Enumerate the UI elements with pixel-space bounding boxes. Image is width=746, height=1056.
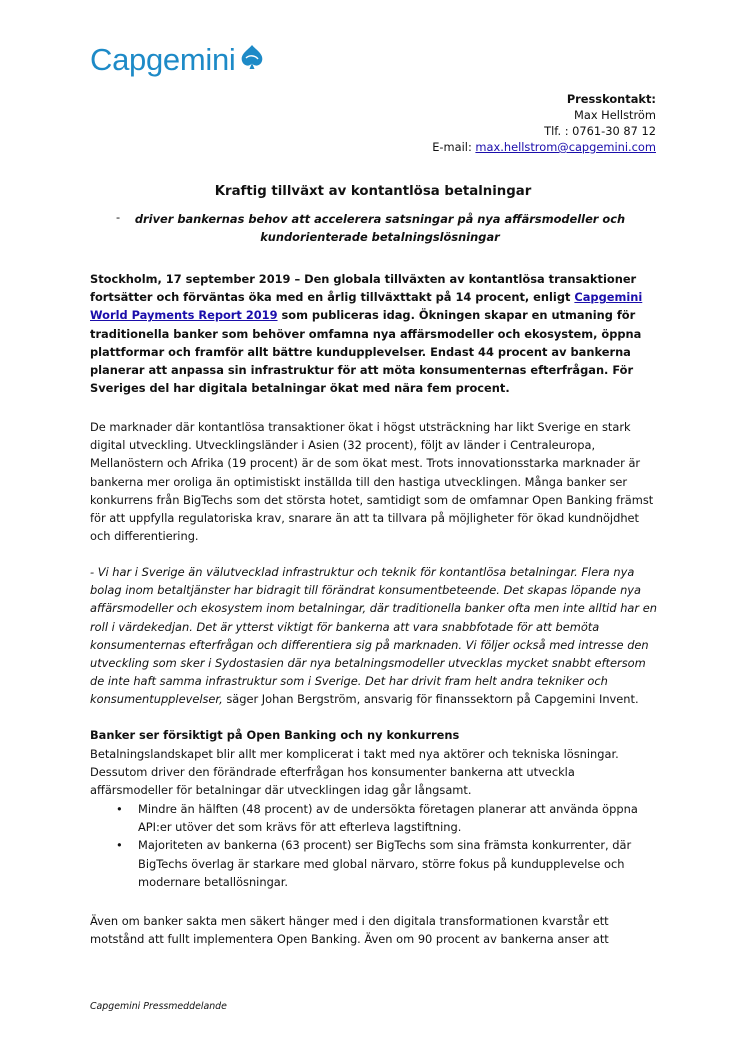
body-paragraph-1: De marknader där kontantlösa transaktioner ökat i högst utsträckning har likt Sverige en stark digital utveckling. Utvecklingsländer i Asien (32 procent), följt av länder i Centraleuropa, Mellanöstern och Afrika (19 procent) är de som ökat mest. Trots innovationsstarka marknader är bankerna mer oroliga än optimistiskt inställda till den hastiga utvecklingen. Många banker ser konkurrens från BigTechs som det största hotet, samtidigt som de omfamnar Open Banking främst för att uppfylla regulatoriska krav, snarare än att ta tillvara på möjligheter för ökad kundnöjdhet och differentiering.: [90, 420, 654, 544]
report-link[interactable]: Capgemini World Payments Report 2019: [90, 290, 643, 323]
lead-text-before: Stockholm, 17 september 2019 – Den globala tillväxten av kontantlösa transaktioner fortsätter och förväntas öka med en årlig tillväxttakt på 14 procent, enligt: [90, 272, 637, 305]
subheadline: driver bankernas behov att accelerera satsningar på nya affärsmodeller och kundorienterade betalningslösningar: [134, 212, 626, 244]
list-item: [110, 800, 660, 836]
list-item-text: Mindre än hälften (48 procent) av de undersökta företagen planerar att använda öppna API:er utöver det som krävs för att efterleva lagstiftning.: [138, 802, 638, 835]
bullet-icon: •: [116, 802, 123, 816]
bullet-icon: •: [116, 838, 123, 853]
email-label: E-mail:: [432, 140, 476, 154]
contact-name: Max Hellström: [574, 108, 656, 122]
contact-email-line: [432, 139, 656, 155]
lead-paragraph: [90, 270, 660, 397]
list-item: [110, 836, 660, 891]
press-contact: [432, 91, 656, 155]
body-paragraph-2: Betalningslandskapet blir allt mer komplicerat i takt med nya aktörer och tekniska lösningar. Dessutom driver den förändrade efterfrågan hos konsumenter bankerna att utveckla affärsmodeller för betalningar där utvecklingen idag går långsamt.: [90, 747, 619, 798]
quote-paragraph: [90, 563, 660, 709]
contact-heading: Presskontakt:: [566, 92, 656, 106]
capgemini-logo: [90, 44, 265, 75]
bullet-list: [110, 800, 660, 891]
subtitle-dash: -: [116, 210, 121, 224]
list-item-text: Majoriteten av bankerna (63 procent) ser BigTechs som sina främsta konkurrenter, där BigTechs överlag är starkare med global närvaro, större fokus på kundupplevelse och modernare betallösningar.: [138, 838, 632, 889]
page-footer: Capgemini Pressmeddelande: [90, 1001, 227, 1012]
body-paragraph-3: Även om banker sakta men säkert hänger med i den digitala transformationen kvarstår ett motstånd att fullt implementera Open Banking. Även om 90 procent av bankerna anser att: [90, 914, 609, 947]
logo-text: Capgemini: [90, 42, 236, 77]
contact-phone: Tlf. : 0761-30 87 12: [544, 124, 656, 138]
quote-text: - Vi har i Sverige än välutvecklad infrastruktur och teknik för kontantlösa betalningar. Flera nya bolag inom betaltjänster har bidragit till förändrat konsumentbeteende. Det skapas löpande nya affärsmodeller och ekosystem inom betalningar, där traditionella banker ofta men inte alltid har en roll i värdekedjan. Det är ytterst viktigt för bankerna att vara snabbfotade för att bemöta konsumenternas efterfrågan och differentiera sig på marknaden. Vi följer också med intresse den utveckling som sker i Sydostasien där nya betalningsmodeller utvecklas mycket snabbt eftersom de inte haft samma infrastruktur som i Sverige. Det har drivit fram helt andra tekniker och konsumentupplevelser,: [90, 565, 657, 707]
spade-icon: [239, 44, 265, 70]
email-link[interactable]: max.hellstrom@capgemini.com: [475, 140, 656, 154]
section-heading: Banker ser försiktigt på Open Banking och ny konkurrens: [90, 728, 460, 742]
quote-attribution: säger Johan Bergström, ansvarig för finanssektorn på Capgemini Invent.: [222, 692, 639, 707]
lead-text-after: som publiceras idag. Ökningen skapar en utmaning för traditionella banker som behöver omfamna nya affärsmodeller och ekosystem, öppna plattformar och framför allt bättre kundupplevelser. Endast 44 procent av bankerna planerar att anpassa sin infrastruktur för att möta konsumenternas efterfrågan. För Sveriges del har digitala betalningar ökat med nära fem procent.: [90, 308, 642, 396]
headline: Kraftig tillväxt av kontantlösa betalningar: [214, 184, 532, 199]
